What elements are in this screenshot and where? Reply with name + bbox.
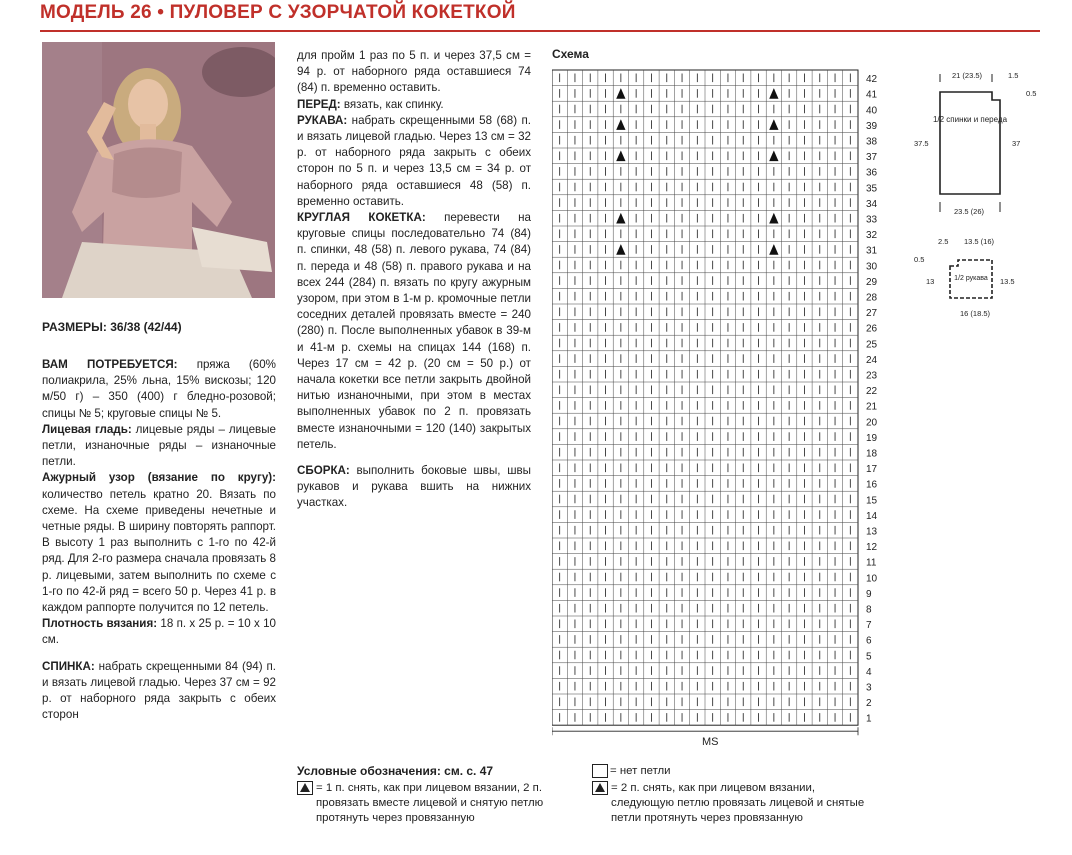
row-number: 41: [866, 89, 878, 101]
body-left-measure: 37.5: [914, 139, 929, 148]
row-number: 19: [866, 432, 878, 444]
body-piece-outline: [940, 92, 1000, 194]
row-number: 8: [866, 604, 872, 616]
row-number: 23: [866, 370, 878, 382]
paragraph: ВАМ ПОТРЕБУЕТСЯ: пряжа (60% полиакрила, 25% льна, 15% вискозы; 120 м/50 г) – 350 (400) г бледно-розовой; спицы № 5; круговые спицы № 5.: [42, 358, 276, 420]
row-number: 4: [866, 666, 872, 678]
body-bottom-measure: 23.5 (26): [954, 207, 985, 216]
row-number: 3: [866, 682, 872, 694]
body-right-measure: 37: [1012, 139, 1021, 148]
row-number: 28: [866, 292, 878, 304]
no-stitch-symbol-icon: [592, 764, 608, 778]
model-photo: [42, 42, 275, 298]
row-number: 33: [866, 214, 878, 226]
row-number: 21: [866, 401, 878, 413]
paragraph: СПИНКА: набрать скрещенными 84 (94) п. и вязать лицевой гладью. Через 37 см = 92 р. от наборного ряда закрыть с обеих сторон: [42, 659, 276, 722]
page-title: МОДЕЛЬ 26 • ПУЛОВЕР С УЗОРЧАТОЙ КОКЕТКОЙ: [40, 2, 516, 23]
row-number: 40: [866, 105, 878, 117]
ms-label: MS: [702, 736, 719, 748]
paragraph: ПЕРЕД: вязать, как спинку.: [297, 97, 444, 111]
body-piece-label: 1/2 спинки и переда: [932, 115, 1008, 124]
sleeve-right-measure: 13.5: [1000, 277, 1015, 286]
sleeve-left-measure: 13: [926, 277, 935, 286]
row-number: 36: [866, 167, 878, 179]
sleeve-piece-label: 1/2 рукава: [954, 275, 988, 282]
paragraph: КРУГЛАЯ КОКЕТКА: перевести на круговые спицы последовательно 74 (84) п. спинки, 48 (58) п. левого рукава, 74 (84) п. переда и 48 (58) п. правого рукава и на всех 244 (284) п. вязать по кругу ажурным узором, при этом в 1-м р. кромочные петли соседних деталей провязать вместе = 240 (280) п. После выполненных убавок в 39-м и 41-м р. схемы на спицах 144 (168) п. Через 17 см = 42 р. (20 см = 50 р.) от начала кокетки все петли закрыть двойной нитью изнаночными, при этом в местах выполненных убавок по 2 п. провязать вместе изнаночными = 120 (140) закрытых петель.: [297, 211, 531, 451]
row-number: 2: [866, 698, 872, 710]
paragraph: Ажурный узор (вязание по кругу): количество петель кратно 20. Вязать по схеме. На схеме приведены нечетные и четные ряды. В ширину повторять раппорт. В высоту 1 раз выполнить с 1-го по 42-й ряд. Для 2-го размера сначала провязать 8 р. лицевыми, затем выполнить по схеме с 1-го по 42-й ряд = всего 50 р. Через 41 р. в каждом раппорте получится по 12 петель.: [42, 471, 276, 615]
sleeve-top-measure: 13.5 (16): [964, 237, 995, 246]
row-number: 35: [866, 183, 878, 195]
model-illustration: [42, 42, 275, 298]
row-number: 27: [866, 308, 878, 320]
row-number: 20: [866, 417, 878, 429]
row-number: 12: [866, 542, 878, 554]
row-number: 38: [866, 136, 878, 148]
row-number: 13: [866, 526, 878, 538]
row-number: 29: [866, 276, 878, 288]
s2kp-symbol-icon: [592, 781, 608, 795]
row-number: 11: [866, 557, 877, 569]
row-number: 18: [866, 448, 878, 460]
row-number: 30: [866, 261, 878, 273]
row-number: 14: [866, 510, 878, 522]
row-number: 24: [866, 354, 878, 366]
body-right-small-measure: 0.5: [1026, 89, 1037, 98]
sizes-heading: РАЗМЕРЫ: 36/38 (42/44): [42, 320, 182, 334]
row-number: 15: [866, 495, 878, 507]
row-number: 10: [866, 573, 878, 585]
legend-title: Условные обозначения: см. с. 47: [297, 764, 494, 778]
row-number: 16: [866, 479, 878, 491]
paragraph: СБОРКА: выполнить боковые швы, швы рукавов и рукава вшить на нижних участках.: [297, 464, 531, 510]
legend-item-3: = 2 п. снять, как при лицевом вязании, следующую петлю провязать лицевой и снятые петли протянуть через провязанную: [611, 782, 865, 824]
body-topright-measure: 1.5: [1008, 71, 1019, 80]
paragraph: Плотность вязания: 18 п. х 25 р. = 10 х 10 см.: [42, 617, 276, 647]
row-number: 37: [866, 152, 878, 164]
paragraph: для пройм 1 раз по 5 п. и через 37,5 см = 94 р. от наборного ряда оставшиеся 74 (84) п. временно оставить.: [297, 49, 531, 95]
text-column-2: [297, 48, 531, 512]
sleeve-left-small-measure: 0.5: [914, 255, 925, 264]
row-number: 42: [866, 74, 878, 86]
row-number: 26: [866, 323, 878, 335]
row-number: 22: [866, 386, 878, 398]
row-number: 5: [866, 651, 872, 663]
row-number: 6: [866, 635, 872, 647]
row-number: 31: [866, 245, 878, 257]
header-rule: [40, 30, 1040, 32]
sk2p-symbol-icon: [297, 781, 313, 795]
text-column-1: [42, 357, 276, 723]
paragraph: РУКАВА: набрать скрещенными 58 (68) п. и вязать лицевой гладью. Через 13 см = 32 р. от наборного ряда закрыть с обеих сторон по 5 п. и через 13,5 см = 34 р. от наборного ряда оставшиеся 48 (58) п. временно оставить.: [297, 113, 531, 208]
sleeve-bottom-measure: 16 (18.5): [960, 309, 991, 318]
row-number: 17: [866, 464, 878, 476]
pattern-diagrams: [908, 62, 1048, 332]
knitting-chart: [552, 66, 887, 751]
row-number: 7: [866, 620, 872, 632]
row-number: 9: [866, 588, 872, 600]
row-number: 25: [866, 339, 878, 351]
row-number: 34: [866, 198, 878, 210]
legend-item-1: = 1 п. снять, как при лицевом вязании, 2 п. провязать вместе лицевой и снятую петлю протянуть через провязанную: [316, 782, 544, 824]
row-number: 39: [866, 120, 878, 132]
sleeve-topleft-measure: 2.5: [938, 237, 949, 246]
legend-item-2: = нет петли: [610, 765, 671, 777]
body-top-measure: 21 (23.5): [952, 71, 983, 80]
row-number: 1: [866, 713, 872, 725]
row-number: 32: [866, 230, 878, 242]
paragraph: Лицевая гладь: лицевые ряды – лицевые петли, изнаночные ряды – изнаночные петли.: [42, 422, 276, 469]
scheme-title: Схема: [552, 47, 589, 61]
